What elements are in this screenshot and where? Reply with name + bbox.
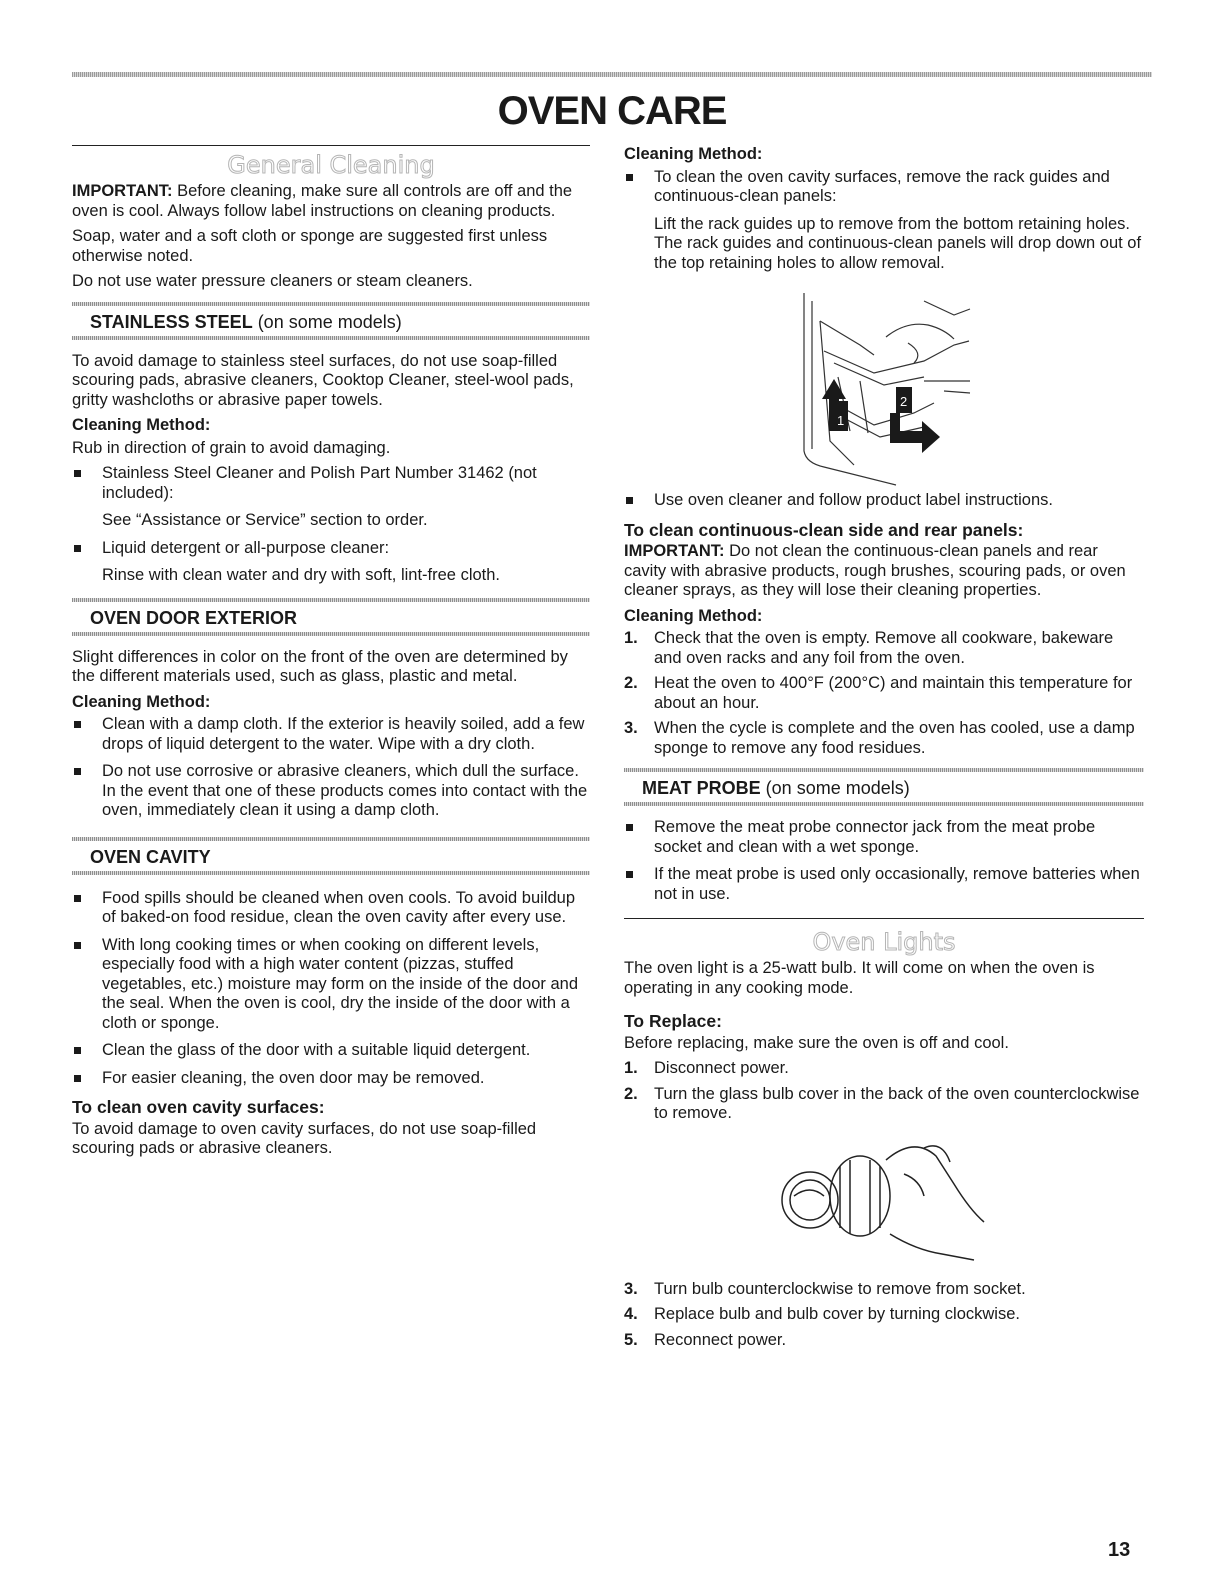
bulb-cover-illustration <box>624 1130 1144 1280</box>
list-item <box>624 818 1144 857</box>
to-replace-heading: To Replace: <box>624 1011 722 1031</box>
list-item <box>72 936 590 1034</box>
step-text: Heat the oven to 400°F (200°C) and maintain this temperature for about an hour. <box>654 674 1133 712</box>
step-text: When the cycle is complete and the oven has cooled, use a damp sponge to remove any food residues. <box>654 719 1135 757</box>
list-item <box>624 719 1144 758</box>
list-item <box>72 889 590 928</box>
cavity-heading: OVEN CAVITY <box>90 846 211 867</box>
step-number: 2. <box>624 674 638 692</box>
cavity-list <box>72 889 590 1089</box>
meat-probe-list <box>624 818 1144 904</box>
general-p2: Do not use water pressure cleaners or steam cleaners. <box>72 272 473 290</box>
important-label: IMPORTANT: <box>72 182 173 200</box>
step-number: 3. <box>624 1279 638 1298</box>
stainless-heading <box>72 306 590 336</box>
page-number: 13 <box>1108 1539 1131 1561</box>
continuous-steps <box>624 629 1144 758</box>
hatch-divider <box>72 336 590 340</box>
list-item <box>72 1069 590 1089</box>
meat-probe-heading-bold: MEAT PROBE <box>642 778 761 798</box>
step-number: 5. <box>624 1330 638 1349</box>
door-intro: Slight differences in color on the front of the oven are determined by the different materials used, such as glass, plastic and metal. <box>72 647 568 685</box>
hatch-divider <box>72 871 590 875</box>
important-text: Before cleaning, make sure all controls are off and the oven is cool. Always follow label instructions on cleaning products. <box>72 182 573 220</box>
stainless-heading-bold: STAINLESS STEEL <box>90 311 253 332</box>
right-column <box>624 145 1144 1356</box>
list-item-text: Do not use corrosive or abrasive cleaners, which dull the surface. In the event that one of these products comes into contact with the oven, immediately clean it using a damp cloth. <box>102 762 588 819</box>
general-important <box>72 182 590 221</box>
general-cleaning-title: General Cleaning <box>227 151 435 179</box>
replace-steps-b <box>624 1280 1144 1351</box>
step-number: 3. <box>624 719 638 737</box>
list-item <box>624 1331 1144 1351</box>
list-item <box>624 865 1144 904</box>
list-item-text: Use oven cleaner and follow product label instructions. <box>654 491 1053 509</box>
list-item-text: Clean the glass of the door with a suitable liquid detergent. <box>102 1041 531 1059</box>
cleaning-method-label: Cleaning Method: <box>72 416 211 434</box>
replace-intro: Before replacing, make sure the oven is off and cool. <box>624 1033 1009 1052</box>
page-title: OVEN CARE <box>497 89 727 133</box>
left-column <box>72 145 590 1165</box>
figure-label-2: 2 <box>900 394 908 409</box>
cavity-surfaces-text: To avoid damage to oven cavity surfaces, do not use soap-filled scouring pads or abrasive cleaners. <box>72 1119 537 1157</box>
figure-label-1: 1 <box>837 413 845 428</box>
list-item-text: If the meat probe is used only occasionally, remove batteries when not in use. <box>654 865 1140 903</box>
meat-probe-heading-light: (on some models) <box>760 778 910 798</box>
list-item <box>72 464 590 503</box>
replace-steps-a <box>624 1059 1144 1124</box>
general-p1: Soap, water and a soft cloth or sponge are suggested first unless otherwise noted. <box>72 227 548 265</box>
list-item-text: To clean the oven cavity surfaces, remove the rack guides and continuous-clean panels: <box>654 167 1110 205</box>
list-item <box>624 1085 1144 1124</box>
door-heading: OVEN DOOR EXTERIOR <box>90 607 298 628</box>
step-text: Check that the oven is empty. Remove all cookware, bakeware and oven racks and any foil from the oven. <box>654 629 1114 667</box>
oven-lights-title: Oven Lights <box>812 928 956 956</box>
important-label: IMPORTANT: <box>624 542 725 560</box>
step-text: Reconnect power. <box>654 1330 787 1349</box>
rack-guide-illustration <box>624 281 1144 491</box>
list-item <box>72 715 590 754</box>
list-item <box>624 674 1144 713</box>
step-text: Disconnect power. <box>654 1059 789 1077</box>
list-item-text: Stainless Steel Cleaner and Polish Part Number 31462 (not included): <box>102 464 537 502</box>
arrow-turn-right-icon <box>890 413 940 453</box>
list-item-text: Food spills should be cleaned when oven cools. To avoid buildup of baked-on food residue, clean the oven cavity after every use. <box>102 888 576 926</box>
cavity-surfaces-heading: To clean oven cavity surfaces: <box>72 1097 325 1117</box>
stainless-intro: To avoid damage to stainless steel surfaces, do not use soap-filled scouring pads, abrasive cleaners, Cooktop Cleaner, steel-wool pads, gritty washcloths or abrasive paper towels. <box>72 351 574 409</box>
step-number: 1. <box>624 629 638 647</box>
list-item-text: With long cooking times or when cooking on different levels, especially food with a high water content (pizzas, stuffed vegetables, etc.) moisture may form on the inside of the door and the seal. When the oven is cool, dry the inside of the door with a cloth or sponge. <box>102 935 579 1032</box>
list-item <box>624 491 1144 511</box>
door-list <box>72 715 590 821</box>
list-item <box>72 539 590 559</box>
cleaning-method-label: Cleaning Method: <box>624 606 763 625</box>
list-item-text: Liquid detergent or all-purpose cleaner: <box>102 538 390 557</box>
list-item <box>624 1280 1144 1300</box>
stainless-bullet2-sub: Rinse with clean water and dry with soft, lint-free cloth. <box>102 566 501 584</box>
list-item <box>624 1059 1144 1079</box>
step-text: Turn bulb counterclockwise to remove from socket. <box>654 1279 1026 1298</box>
top-hatch-bar <box>72 72 1152 77</box>
cleaning-method-label: Cleaning Method: <box>624 145 763 163</box>
hatch-divider <box>624 802 1144 806</box>
step-number: 1. <box>624 1059 638 1077</box>
step-text: Replace bulb and bulb cover by turning clockwise. <box>654 1305 1020 1323</box>
hatch-divider <box>72 632 590 636</box>
list-item <box>72 1041 590 1061</box>
step-number: 2. <box>624 1084 638 1103</box>
list-item-text: Remove the meat probe connector jack from the meat probe socket and clean with a wet sponge. <box>654 818 1096 856</box>
cleaning-method-label: Cleaning Method: <box>72 692 211 711</box>
continuous-clean-heading: To clean continuous-clean side and rear panels: <box>624 519 1024 540</box>
oven-cleaner-list <box>624 491 1144 511</box>
rack-guide-drawing <box>624 281 1144 491</box>
list-item <box>72 762 590 821</box>
step-number: 4. <box>624 1305 638 1323</box>
stainless-list <box>72 464 590 503</box>
section-rule <box>624 918 1144 919</box>
cavity-method-list <box>624 168 1144 207</box>
important-text: Do not clean the continuous-clean panels and rear cavity with abrasive products, rough brushes, scouring pads, or oven cleaner sprays, as they will lose their cleaning properties. <box>624 542 1126 599</box>
section-rule <box>72 145 590 146</box>
list-item-text: For easier cleaning, the oven door may be removed. <box>102 1068 485 1087</box>
stainless-heading-light: (on some models) <box>252 311 402 332</box>
stainless-bullet1-sub: See “Assistance or Service” section to order. <box>102 511 428 529</box>
list-item <box>624 629 1144 668</box>
continuous-important <box>624 542 1144 601</box>
bulb-cover-drawing <box>624 1130 1144 1280</box>
stainless-list-2 <box>72 539 590 559</box>
list-item <box>624 1305 1144 1325</box>
rack-guide-instructions: Lift the rack guides up to remove from the bottom retaining holes. The rack guides and continuous-clean panels will drop down out of the top retaining holes to allow removal. <box>654 214 1142 272</box>
meat-probe-heading <box>624 772 1144 802</box>
list-item-text: Clean with a damp cloth. If the exterior is heavily soiled, add a few drops of liquid detergent to the water. Wipe with a dry cloth. <box>102 715 585 753</box>
oven-lights-intro: The oven light is a 25-watt bulb. It will come on when the oven is operating in any cooking mode. <box>624 959 1095 997</box>
step-text: Turn the glass bulb cover in the back of the oven counterclockwise to remove. <box>654 1084 1140 1122</box>
stainless-method-text: Rub in direction of grain to avoid damaging. <box>72 438 391 457</box>
list-item <box>624 168 1144 207</box>
